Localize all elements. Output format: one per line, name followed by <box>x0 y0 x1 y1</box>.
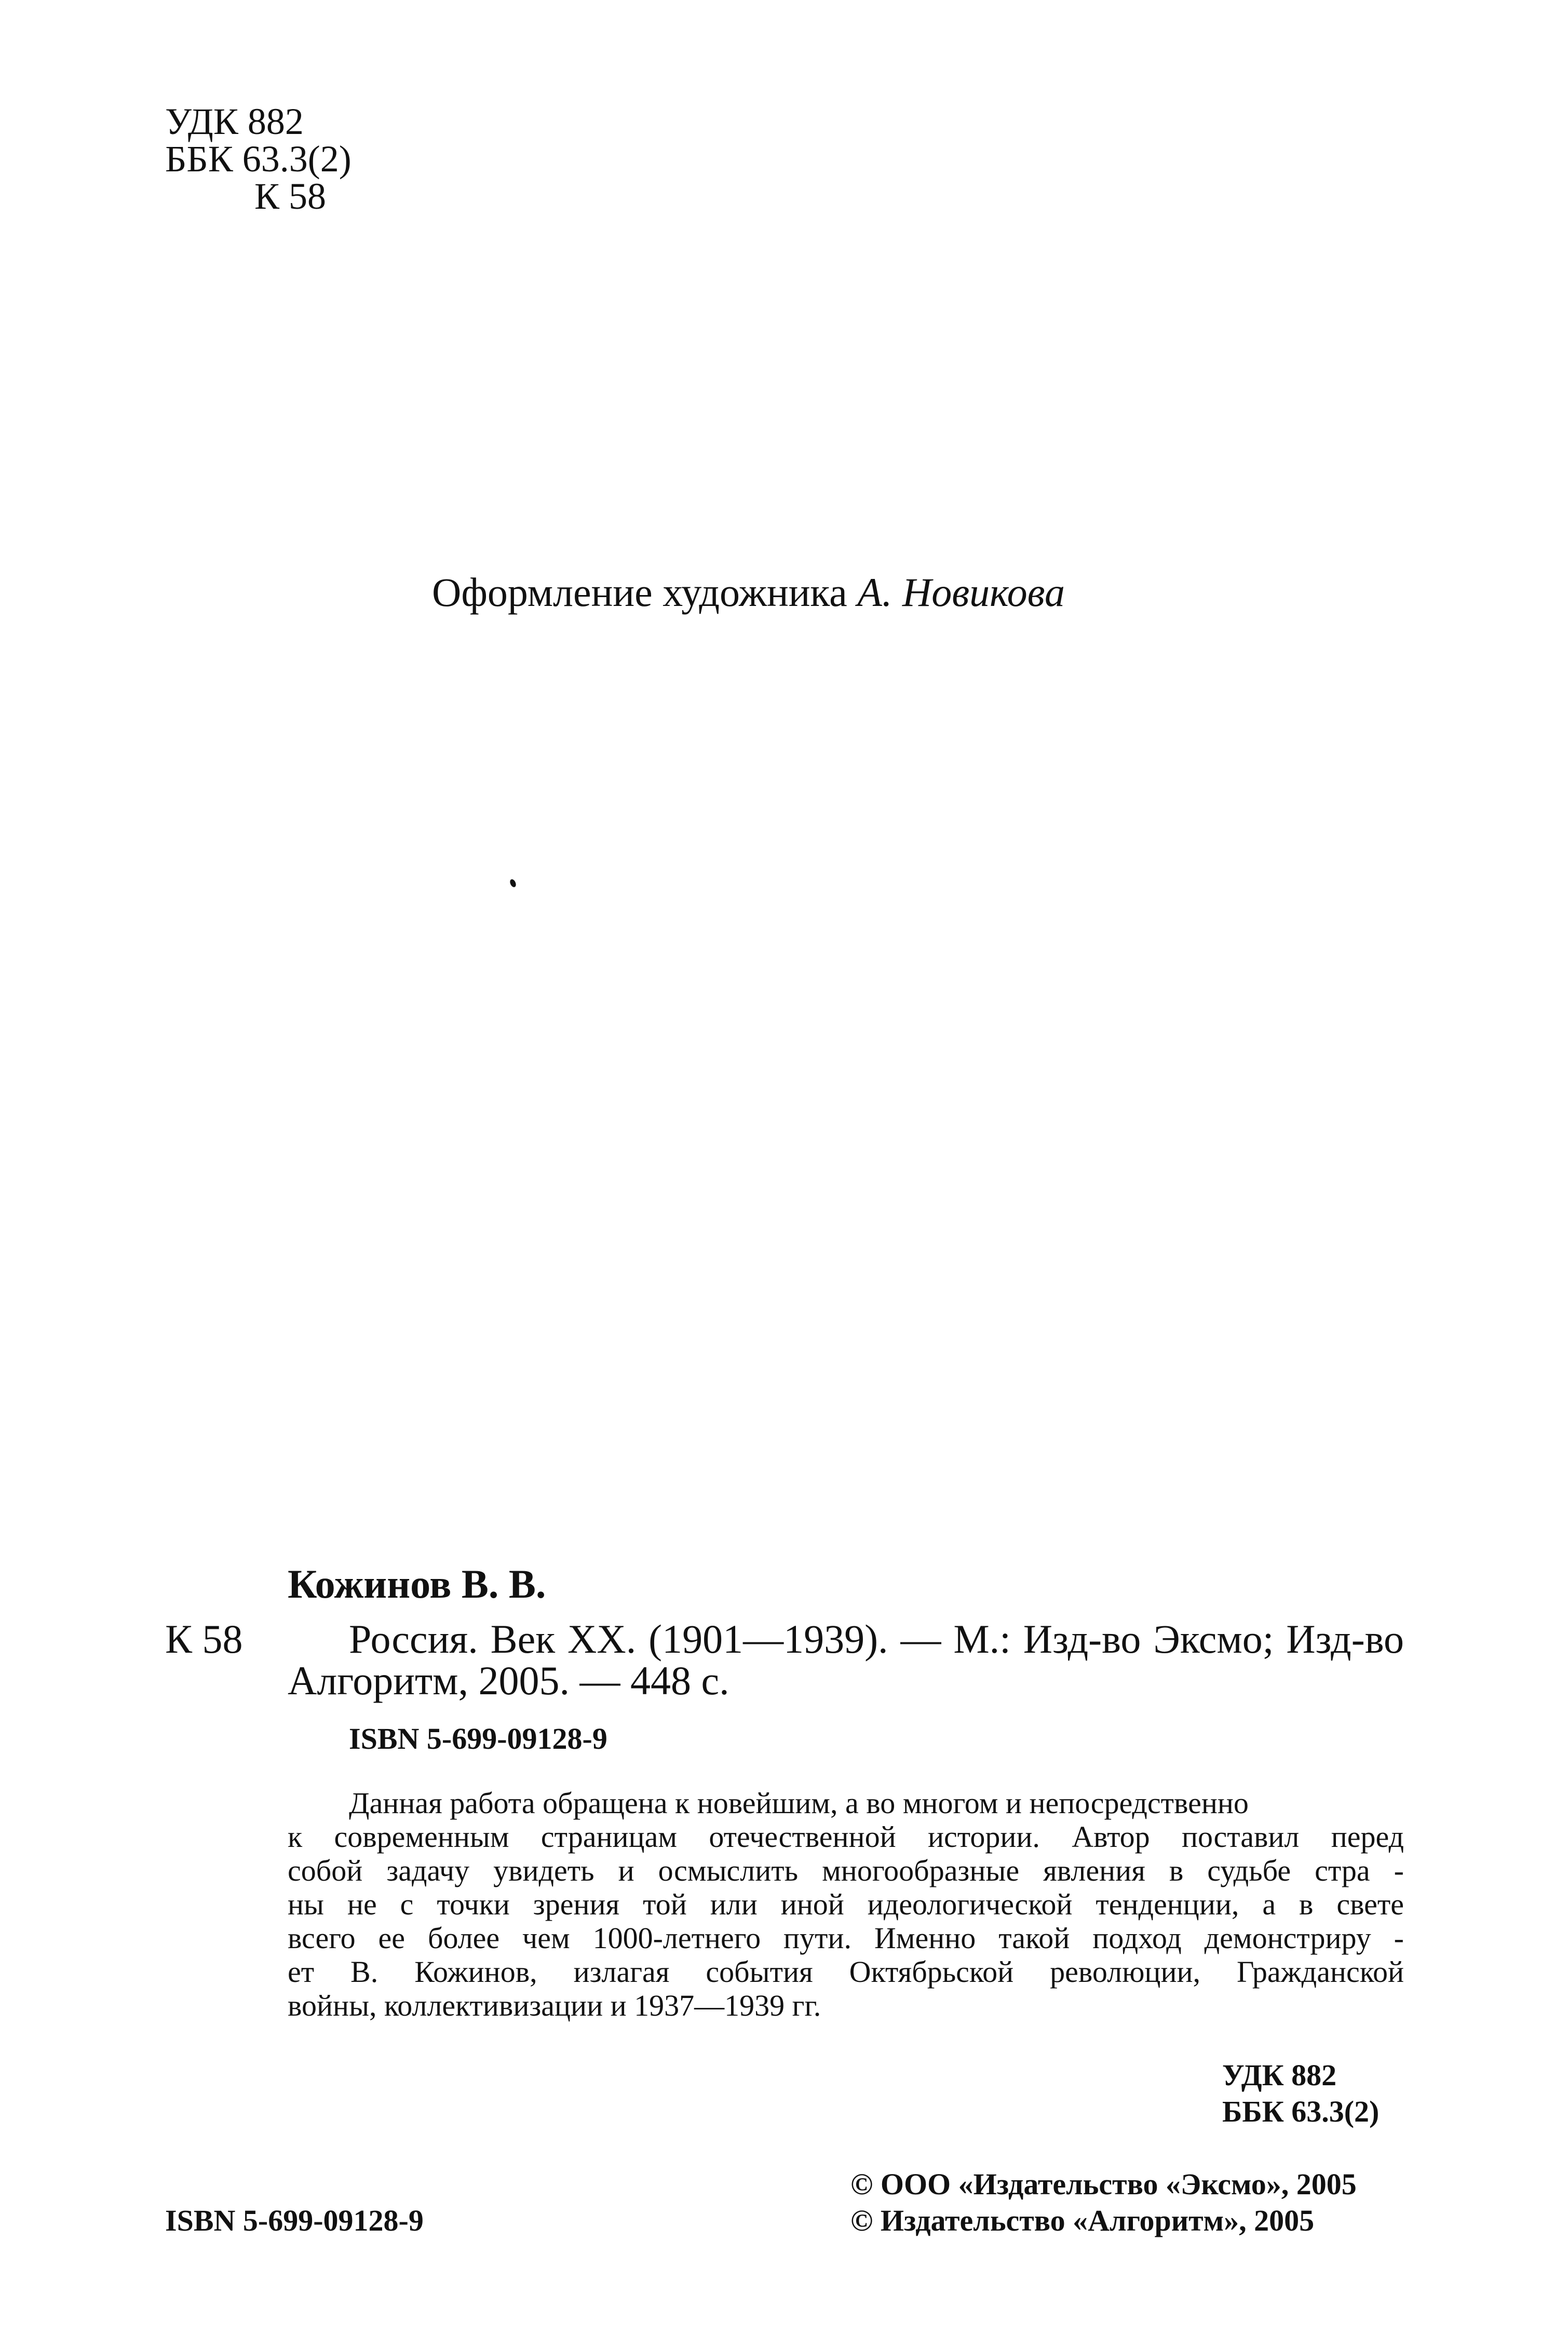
annotation-line: Данная работа обращена к новейшим, а во многом и непосредственно <box>349 1786 1249 1820</box>
cutter-code-top: К 58 <box>254 176 327 217</box>
designer-name: А. Новикова <box>857 570 1065 615</box>
designer-credit <box>432 572 1065 613</box>
annotation-line: собой задачу увидеть и осмыслить многообразные явления в судьбе стра - <box>288 1854 1404 1887</box>
annotation-line: ны не с точки зрения той или иной идеологической тенденции, а в свете <box>288 1887 1404 1921</box>
bibliographic-description-line-2: Алгоритм, 2005. — 448 с. <box>288 1658 729 1703</box>
copyright-algoritm: © Издательство «Алгоритм», 2005 <box>850 2204 1315 2237</box>
annotation-paragraph <box>288 1786 1404 2022</box>
annotation-line: всего ее более чем 1000-летнего пути. Именно такой подход демонстриру - <box>288 1921 1404 1955</box>
copyright-eksmo: © ООО «Издательство «Эксмо», 2005 <box>850 2167 1357 2201</box>
isbn-footer: ISBN 5-699-09128-9 <box>165 2204 424 2237</box>
annotation-line: ет В. Кожинов, излагая события Октябрьской революции, Гражданской <box>288 1955 1404 1989</box>
author-heading: Кожинов В. В. <box>288 1561 546 1607</box>
udk-code-bottom: УДК 882 <box>1222 2058 1337 2092</box>
isbn-record: ISBN 5-699-09128-9 <box>349 1722 607 1756</box>
print-speck <box>509 879 517 888</box>
cutter-code-record: К 58 <box>165 1616 243 1662</box>
bbk-code-bottom: ББК 63.3(2) <box>1222 2095 1380 2128</box>
annotation-line: войны, коллективизации и 1937—1939 гг. <box>288 1989 821 2022</box>
bbk-code-top: ББК 63.3(2) <box>165 138 352 180</box>
annotation-line: к современным страницам отечественной истории. Автор поставил перед <box>288 1820 1404 1854</box>
designer-credit-prefix: Оформление художника <box>432 570 847 615</box>
udk-code-top: УДК 882 <box>165 101 304 142</box>
bibliographic-description-line-1: Россия. Век XX. (1901—1939). — М.: Изд-во Эксмо; Изд-во <box>349 1616 1404 1662</box>
